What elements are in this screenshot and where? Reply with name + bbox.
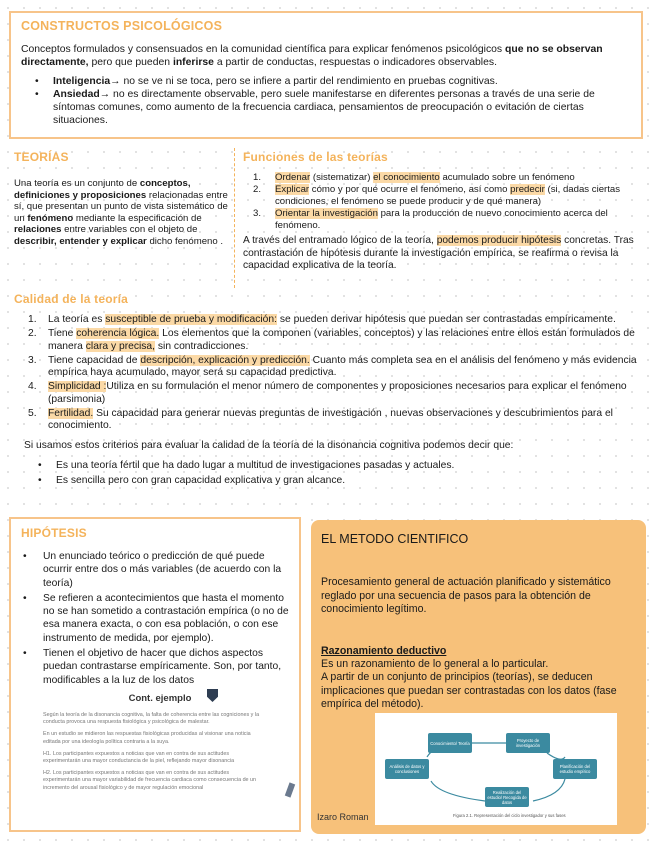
pencil-icon	[285, 782, 295, 797]
calidad-section	[14, 292, 644, 506]
ejemplo-title: Cont. ejemplo	[128, 692, 192, 704]
hipotesis-list	[21, 550, 289, 687]
diagram-node: Conocimiento/ Teoría	[428, 733, 472, 753]
metodo-title: EL METODO CIENTIFICO	[321, 532, 469, 546]
list-item: • Ansiedad→ no es directamente observable, pero suele manifestarse en diferentes personas a través de una serie de síntomas comunes, como aumento de la frecuencia cardiaca, pensamientos de preocupación o evitación de ciertas situaciones.	[39, 88, 631, 127]
ejemplo-line: Según la teoría de la disonancia cognitiva, la falta de coherencia entre las cogniciones y la conducta provoca una respuesta fisiológica y psicológica de malestar.	[43, 711, 260, 726]
list-item: • Inteligencia→ no se ve ni se toca, pero se infiere a partir del rendimiento en pruebas cognitivas.	[39, 75, 631, 88]
list-item: 3. Tiene capacidad de descripción, explicación y predicción. Cuanto más completa sea en el análisis del fenómeno y más evidencia empírica haya acumulado, mayor será su capacidad predictiva.	[28, 354, 637, 379]
diagram-node: Planificación del estudio empírico	[553, 759, 597, 779]
research-cycle-diagram	[375, 713, 617, 825]
calidad-bullets	[14, 459, 644, 487]
list-item: 3. Orientar la investigación para la producción de nuevo conocimiento acerca del fenómeno.	[253, 208, 608, 231]
list-item: • Es sencilla pero con gran capacidad explicativa y gran alcance.	[38, 474, 644, 487]
funciones-paragraph: A través del entramado lógico de la teoría, podemos producir hipótesis concretas. Tras contrastación de hipótesis durante la investigación empírica, se reafirma o revisa la capacidad explicativa de la teoría.	[243, 235, 634, 272]
list-item: • Un enunciado teórico o predicción de qué puede ocurrir entre dos o más variables (de acuerdo con la teoría)	[21, 550, 289, 590]
calidad-summary: Si usamos estos criterios para evaluar la calidad de la teoría de la disonancia cognitiva podemos decir que:	[24, 439, 514, 451]
calidad-list	[14, 314, 644, 433]
list-item: 4. Simplicidad :Utiliza en su formulación el menor número de componentes y proposiciones necesarios para explicar el fenómeno (parsimonia)	[28, 381, 627, 405]
diagram-caption: Figura 2.1. Representación del ciclo investigador y sus fases	[453, 813, 566, 818]
funciones-section	[243, 150, 648, 285]
teorias-definition: Una teoría es un conjunto de conceptos, definiciones y proposiciones relacionadas entre sí, que presentan un punto de vista sistemático de un fenómeno mediante la especificación de relaciones entre variables con el objeto de describir, entender y explicar dicho fenómeno .	[14, 178, 228, 247]
author-name: Izaro Roman	[317, 812, 369, 822]
list-item: 1. Ordenar (sistematizar) el conocimiento acumulado sobre un fenómeno	[253, 172, 575, 183]
diagram-node: Proyecto de investigación	[506, 733, 550, 753]
teorias-heading: TEORÍAS	[14, 150, 69, 164]
ejemplo-card	[21, 693, 289, 792]
list-item: 2. Explicar cómo y por qué ocurre el fenómeno, así como predecir (si, dadas ciertas condiciones, el fenómeno se puede producir y de qué manera)	[253, 184, 621, 207]
list-item: • Se refieren a acontecimientos que hasta el momento no se han sometido a contrastación empírica (o no de esa manera exacta, o con esa población, o con ese instrumento de medida, por ejemplo).	[21, 592, 289, 645]
calidad-heading: Calidad de la teoría	[14, 292, 129, 306]
ejemplo-line: H1. Los participantes expuestos a noticias que van en contra de sus actitudes experimentarán una mayor conductancia de la piel, reflejando mayor disonancia	[43, 750, 235, 764]
diagram-node: Realización del estudio/ Recogida de datos	[485, 787, 529, 807]
list-item: • Tienen el objetivo de hacer que dichos aspectos puedan contrastarse empíricamente. Son, por tanto, modificables a la luz de los datos	[21, 647, 289, 687]
metodo-text-2: A partir de un conjunto de principios (teorías), se deducen implicaciones que puedan ser contrastadas con los datos (fase empírica del método).	[321, 671, 617, 710]
funciones-heading: Funciones de las teorías	[243, 150, 388, 164]
hipotesis-section	[9, 517, 301, 832]
metodo-definition: Procesamiento general de actuación planificado y sistemático reglado por una secuencia de pasos para la obtención de conocimiento legítimo.	[321, 576, 611, 615]
list-item: 5. Fertilidad. Su capacidad para generar nuevas preguntas de investigación , nuevas observaciones y descubrimientos para el conocimiento.	[28, 408, 613, 432]
list-item: 2. Tiene coherencia lógica. Los elementos que la componen (variables, conceptos) y las relaciones entre ellos están formulados de manera clara y precisa, sin contradicciones.	[28, 328, 635, 352]
list-item: 1. La teoría es susceptible de prueba y modificación: se pueden derivar hipótesis que puedan ser contrastadas empíricamente.	[28, 314, 616, 325]
diagram-node: Análisis de datos y conclusiones	[385, 759, 429, 779]
funciones-list	[243, 172, 648, 231]
constructos-list	[21, 75, 631, 127]
ejemplo-line: En un estudio se midieron las respuestas fisiológicas producidas al visionar una noticia editada por una ideología política contraria a la suya.	[43, 731, 251, 745]
hipotesis-heading: HIPÓTESIS	[21, 526, 87, 540]
metodo-panel	[311, 520, 646, 834]
constructos-intro: Conceptos formulados y consensuados en la comunidad científica para explicar fenómenos psicológicos que no se observan directamente, pero que pueden inferirse a partir de conductas, respuestas o indicadores observables.	[21, 44, 603, 68]
metodo-subheading: Razonamiento deductivo	[321, 644, 447, 657]
teorias-section	[14, 150, 228, 290]
metodo-text-1: Es un razonamiento de lo general a lo particular.	[321, 657, 549, 670]
ejemplo-line: H2. Los participantes expuestos a noticias que van en contra de sus actitudes experimentarán una mayor variabilidad de frecuencia cardiaca como consecuencia de un incremento del arousal fisiológico y de mayor regulación emocional	[43, 770, 257, 791]
constructos-section	[9, 11, 643, 139]
list-item: • Es una teoría fértil que ha dado lugar a multitud de investigaciones pasadas y actuales.	[38, 459, 644, 472]
constructos-heading: CONSTRUCTOS PSICOLÓGICOS	[21, 19, 223, 33]
section-divider	[234, 148, 235, 288]
